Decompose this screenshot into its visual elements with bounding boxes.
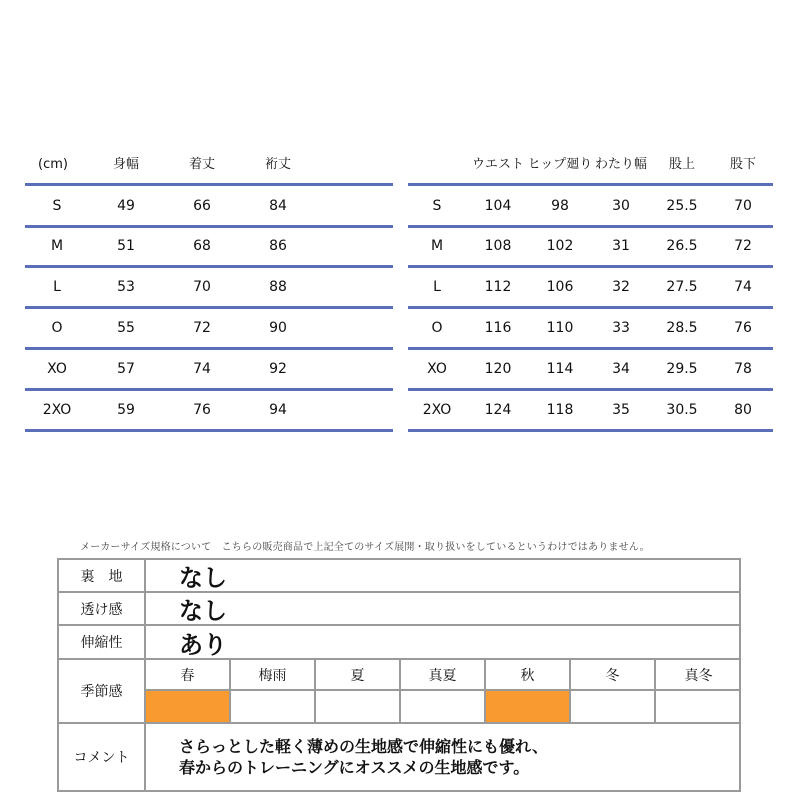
value-cell: 68 bbox=[193, 238, 211, 254]
season-indicator-spring bbox=[146, 691, 231, 722]
value-cell: 120 bbox=[484, 361, 512, 377]
col-header: ウエスト bbox=[471, 157, 525, 172]
col-header: 股上 bbox=[668, 157, 696, 172]
value-cell: 34 bbox=[612, 361, 630, 377]
spec-label: 伸縮性 bbox=[59, 626, 146, 658]
season-indicator-autumn bbox=[486, 691, 571, 722]
table-row bbox=[408, 226, 773, 266]
value-cell: 27.5 bbox=[666, 279, 698, 295]
top-size-table bbox=[25, 145, 393, 435]
value-cell: 116 bbox=[484, 320, 512, 336]
col-header: 身幅 bbox=[112, 157, 140, 172]
value-cell: 30.5 bbox=[666, 402, 698, 418]
table-row bbox=[408, 390, 773, 430]
value-cell: 74 bbox=[193, 361, 211, 377]
value-cell: 76 bbox=[193, 402, 211, 418]
value-cell: 114 bbox=[546, 361, 574, 377]
value-cell: 51 bbox=[117, 238, 135, 254]
value-cell: 78 bbox=[734, 361, 752, 377]
value-cell: 72 bbox=[734, 238, 752, 254]
value-cell: 28.5 bbox=[666, 320, 698, 336]
comment-line: さらっとした軽く薄めの生地感で伸縮性にも優れ、 bbox=[179, 737, 548, 756]
table-row bbox=[25, 349, 393, 389]
season-grid bbox=[146, 660, 739, 722]
spec-value: なし bbox=[179, 597, 227, 625]
value-cell: 76 bbox=[734, 320, 752, 336]
table-row bbox=[25, 267, 393, 307]
col-header: わたり幅 bbox=[594, 157, 648, 172]
comment-text bbox=[179, 724, 548, 790]
header-row bbox=[408, 145, 773, 185]
value-cell: 32 bbox=[612, 279, 630, 295]
season-winter: 冬 bbox=[571, 660, 656, 691]
size-cell: M bbox=[430, 238, 444, 254]
season-spring: 春 bbox=[146, 660, 231, 691]
season-indicator-winter bbox=[571, 691, 656, 722]
season-summer: 夏 bbox=[316, 660, 401, 691]
value-cell: 90 bbox=[269, 320, 287, 336]
value-cell: 74 bbox=[734, 279, 752, 295]
size-cell: L bbox=[53, 279, 61, 295]
size-cell: L bbox=[433, 279, 441, 295]
unit-header: (cm) bbox=[38, 157, 68, 172]
value-cell: 80 bbox=[734, 402, 752, 418]
value-cell: 112 bbox=[484, 279, 512, 295]
spec-label: 裏 地 bbox=[59, 560, 146, 591]
season-indicator-midsummer bbox=[401, 691, 486, 722]
value-cell: 72 bbox=[193, 320, 211, 336]
size-cell: O bbox=[51, 320, 63, 336]
size-cell: XO bbox=[427, 361, 447, 377]
spec-label: コメント bbox=[59, 724, 146, 790]
spec-row-stretch bbox=[59, 626, 739, 660]
value-cell: 98 bbox=[551, 198, 569, 214]
size-cell: 2XO bbox=[42, 402, 72, 418]
value-cell: 57 bbox=[117, 361, 135, 377]
spec-row-sheerness bbox=[59, 593, 739, 626]
value-cell: 33 bbox=[612, 320, 630, 336]
table-row bbox=[25, 308, 393, 348]
size-disclaimer: メーカーサイズ規格について こちらの販売商品で上記全てのサイズ展開・取り扱いをしているというわけではありません。 bbox=[80, 542, 650, 553]
size-cell: 2XO bbox=[422, 402, 452, 418]
season-indicator-rainy bbox=[231, 691, 316, 722]
value-cell: 59 bbox=[117, 402, 135, 418]
season-midwinter: 真冬 bbox=[656, 660, 741, 691]
value-cell: 31 bbox=[612, 238, 630, 254]
size-cell: S bbox=[52, 198, 62, 214]
spec-row-season bbox=[59, 660, 739, 724]
table-row bbox=[25, 226, 393, 266]
value-cell: 30 bbox=[612, 198, 630, 214]
size-cell: O bbox=[431, 320, 443, 336]
rule bbox=[25, 429, 393, 432]
col-header: 着丈 bbox=[188, 157, 216, 172]
value-cell: 84 bbox=[269, 198, 287, 214]
value-cell: 29.5 bbox=[666, 361, 698, 377]
value-cell: 86 bbox=[269, 238, 287, 254]
size-cell: XO bbox=[47, 361, 67, 377]
table-row bbox=[408, 349, 773, 389]
season-midsummer: 真夏 bbox=[401, 660, 486, 691]
table-row bbox=[408, 308, 773, 348]
season-rainy: 梅雨 bbox=[231, 660, 316, 691]
spec-row-comment bbox=[59, 724, 739, 790]
value-cell: 25.5 bbox=[666, 198, 698, 214]
value-cell: 26.5 bbox=[666, 238, 698, 254]
value-cell: 92 bbox=[269, 361, 287, 377]
spec-label: 透け感 bbox=[59, 593, 146, 624]
value-cell: 94 bbox=[269, 402, 287, 418]
value-cell: 53 bbox=[117, 279, 135, 295]
season-autumn: 秋 bbox=[486, 660, 571, 691]
value-cell: 88 bbox=[269, 279, 287, 295]
value-cell: 108 bbox=[484, 238, 512, 254]
table-row bbox=[408, 186, 773, 226]
col-header: ヒップ廻り bbox=[527, 157, 593, 172]
value-cell: 49 bbox=[117, 198, 135, 214]
size-cell: M bbox=[50, 238, 64, 254]
comment-line: 春からのトレーニングにオススメの生地感です。 bbox=[179, 758, 530, 777]
value-cell: 70 bbox=[193, 279, 211, 295]
table-row bbox=[25, 186, 393, 226]
table-row bbox=[25, 390, 393, 430]
spec-value: あり bbox=[179, 630, 227, 659]
value-cell: 66 bbox=[193, 198, 211, 214]
value-cell: 55 bbox=[117, 320, 135, 336]
header-row bbox=[25, 145, 393, 185]
season-indicator-midwinter bbox=[656, 691, 741, 722]
value-cell: 35 bbox=[612, 402, 630, 418]
spec-row-lining bbox=[59, 560, 739, 593]
rule bbox=[408, 429, 773, 432]
value-cell: 106 bbox=[546, 279, 574, 295]
spec-value: なし bbox=[179, 564, 227, 592]
size-cell: S bbox=[432, 198, 442, 214]
table-row bbox=[408, 267, 773, 307]
value-cell: 70 bbox=[734, 198, 752, 214]
spec-label: 季節感 bbox=[59, 660, 146, 722]
value-cell: 104 bbox=[484, 198, 512, 214]
bottom-size-table bbox=[408, 145, 773, 435]
col-header: 裄丈 bbox=[264, 157, 292, 172]
value-cell: 118 bbox=[546, 402, 574, 418]
value-cell: 102 bbox=[546, 238, 574, 254]
season-indicator-summer bbox=[316, 691, 401, 722]
value-cell: 110 bbox=[546, 320, 574, 336]
col-header: 股下 bbox=[729, 157, 757, 172]
value-cell: 124 bbox=[484, 402, 512, 418]
fabric-spec-table bbox=[57, 558, 741, 792]
